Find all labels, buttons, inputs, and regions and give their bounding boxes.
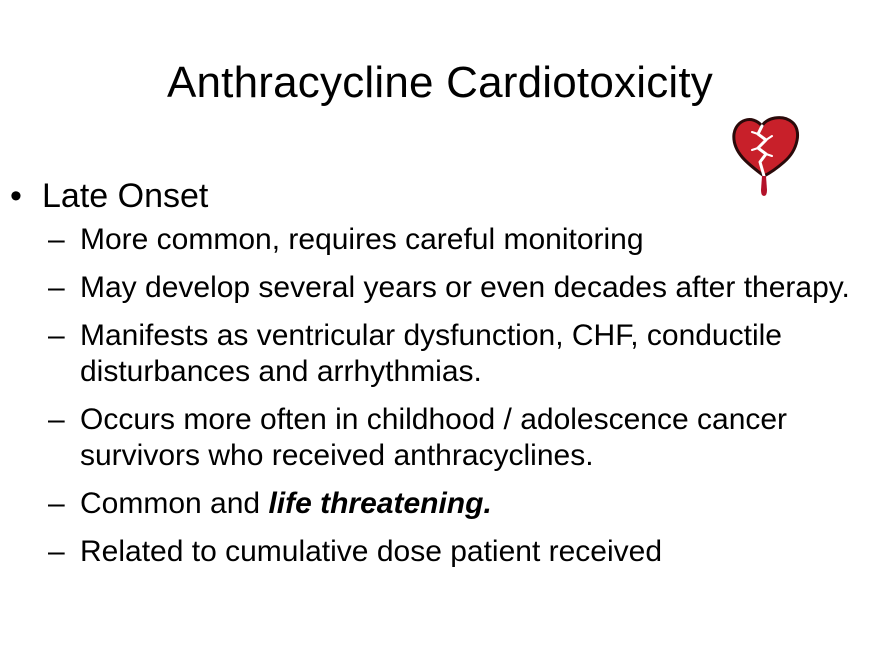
dash-marker: – [48, 403, 65, 436]
dash-marker: – [48, 487, 65, 520]
emphasis-text: life threatening. [268, 487, 492, 520]
sub-item [10, 486, 870, 522]
sub-item-text: Manifests as ventricular dysfunction, CHF, conductile disturbances and arrhythmias. [80, 319, 782, 388]
sub-item-text: Common and [80, 487, 269, 520]
sub-item-text: Related to cumulative dose patient received [80, 535, 663, 568]
sub-item-text: More common, requires careful monitoring [80, 223, 644, 256]
sub-item [10, 318, 870, 390]
dash-marker: – [48, 535, 65, 568]
bullet-list [10, 174, 870, 582]
sub-item [10, 270, 870, 306]
sub-item [10, 534, 870, 570]
bullet-text: Late Onset [42, 177, 209, 215]
dash-marker: – [48, 319, 65, 352]
sub-item [10, 402, 870, 474]
sub-item-text: Occurs more often in childhood / adolescence cancer survivors who received anthracyclines. [80, 403, 788, 472]
bullet-marker: • [10, 177, 22, 215]
slide-title: Anthracycline Cardiotoxicity [166, 58, 714, 107]
sub-item-text: May develop several years or even decades after therapy. [80, 271, 850, 304]
dash-marker: – [48, 223, 65, 256]
dash-marker: – [48, 271, 65, 304]
bullet-item-late-onset [10, 174, 870, 218]
sub-item [10, 222, 870, 258]
